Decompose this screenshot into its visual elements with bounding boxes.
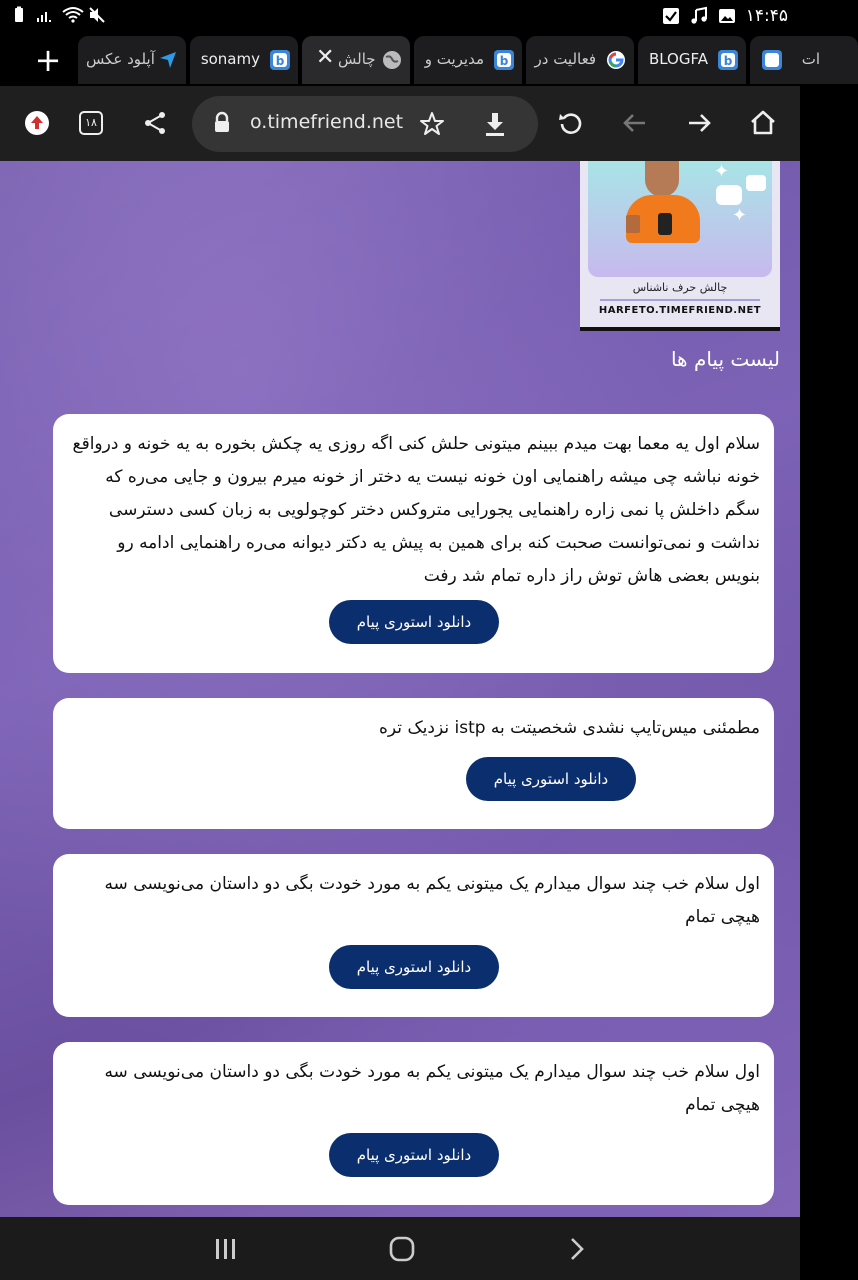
recent-apps-icon[interactable]	[206, 1231, 246, 1267]
download-icon[interactable]	[482, 110, 508, 142]
back-icon[interactable]	[616, 104, 654, 142]
tab[interactable]: فعالیت در	[526, 36, 634, 84]
tab[interactable]: sonamy b	[190, 36, 298, 84]
back-nav-icon[interactable]	[556, 1231, 596, 1267]
divider	[600, 299, 760, 301]
download-story-button[interactable]: دانلود استوری پیام	[329, 1133, 499, 1177]
download-story-button[interactable]: دانلود استوری پیام	[329, 945, 499, 989]
gallery-icon	[718, 7, 736, 25]
tab-switcher-button[interactable]: ۱۸	[72, 104, 110, 142]
chat-bubble-icon	[716, 185, 742, 205]
tab-active[interactable]: ✕ چالش	[302, 36, 410, 84]
reload-icon[interactable]	[552, 104, 590, 142]
google-icon	[606, 50, 626, 70]
hero-caption: چالش حرف ناشناس	[632, 281, 728, 294]
tab[interactable]: ات	[750, 36, 858, 84]
svg-text:b: b	[275, 54, 285, 68]
svg-text:b: b	[723, 54, 733, 68]
blog-icon	[270, 50, 290, 70]
svg-text:b: b	[499, 54, 509, 68]
page-content	[0, 161, 800, 1217]
tab[interactable]: آپلود عکس	[78, 36, 186, 84]
message-text: مطمئنی میس‌تایپ نشدی شخصیتت به istp نزدیک تره	[379, 718, 760, 738]
message-card	[53, 1042, 774, 1205]
download-story-button[interactable]: دانلود استوری پیام	[329, 600, 499, 644]
sparkle-icon: ✦	[732, 205, 748, 226]
blog-icon	[762, 50, 782, 70]
blog-icon	[718, 50, 738, 70]
globe-icon	[382, 50, 402, 70]
status-icons-right	[662, 6, 788, 26]
system-nav-bar	[0, 1217, 800, 1280]
message-text: اول سلام خب چند سوال میدارم یک میتونی یکم به مورد خودت بگی دو داستان می‌نویسی سه هیچی تمام	[104, 1062, 760, 1115]
tab[interactable]: مدیریت و b	[414, 36, 522, 84]
arrow-icon	[158, 50, 178, 70]
status-icons-left	[10, 6, 106, 24]
message-card	[53, 414, 774, 673]
home-nav-icon[interactable]	[382, 1231, 422, 1267]
browser-toolbar	[0, 86, 800, 161]
download-upload-icon[interactable]	[18, 104, 56, 142]
tab-strip	[0, 34, 820, 86]
message-card	[53, 698, 774, 829]
wifi-icon	[62, 6, 80, 24]
forward-icon[interactable]	[680, 104, 718, 142]
download-story-button[interactable]: دانلود استوری پیام	[466, 757, 636, 801]
mute-icon	[88, 6, 106, 24]
sparkle-icon: ✦	[714, 161, 730, 182]
checkbox-icon	[662, 7, 680, 25]
close-icon[interactable]: ✕	[316, 45, 335, 70]
message-text: سلام اول یه معما بهت میدم ببینم میتونی حلش کنی اگه روزی یه چکش بخوره به یه خونه و درواقع خونه نباشه چی میشه راهنمایی اون خونه نیست یه دختر از خونه میرم بیرون و جایی می‌ره که سگم داخلش پا نمی زاره راهنمایی یجورایی متروکس دختر کوچولویی به زبان کسی دسترسی نداشت و نمی‌توانست صحبت کنه برای همین به پیش یه دکتر دیوانه می‌ره راهنمایی ادامه رو بنویس بعضی هاش توش راز داره تمام شد رفت	[72, 434, 760, 586]
hero-site: HARFETO.TIMEFRIEND.NET	[598, 305, 762, 316]
cup-icon	[626, 215, 640, 233]
tab[interactable]: BLOGFA b	[638, 36, 746, 84]
chat-bubble-icon	[746, 175, 766, 191]
address-bar[interactable]	[192, 96, 538, 152]
message-text: اول سلام خب چند سوال میدارم یک میتونی یکم به مورد خودت بگی دو داستان می‌نویسی سه هیچی تمام	[104, 874, 760, 927]
blog-icon	[494, 50, 514, 70]
star-icon[interactable]	[418, 110, 446, 142]
tabs-list	[78, 36, 820, 84]
clock: ۱۴:۴۵	[745, 6, 788, 26]
list-title: لیست پیام ها	[670, 347, 780, 371]
music-icon	[690, 7, 708, 25]
new-tab-button[interactable]: +	[34, 41, 62, 79]
signal-icon	[36, 6, 54, 24]
home-icon[interactable]	[744, 104, 782, 142]
hero-illustration	[588, 161, 772, 277]
share-icon[interactable]	[136, 104, 174, 142]
hero-banner	[580, 161, 780, 331]
phone-icon	[658, 213, 672, 235]
status-bar	[0, 0, 800, 34]
battery-icon	[10, 6, 28, 24]
message-card	[53, 854, 774, 1017]
person-head	[645, 161, 679, 197]
lock-icon	[212, 112, 232, 138]
url-text[interactable]: o.timefriend.net	[250, 111, 404, 133]
